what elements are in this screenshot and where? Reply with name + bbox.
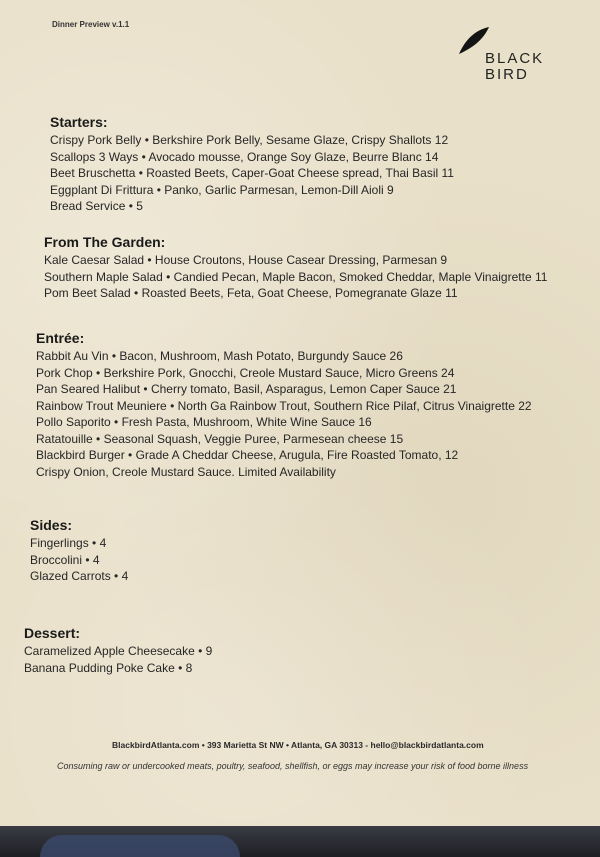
- logo-word-black: BLACK: [485, 50, 545, 67]
- menu-item: Pan Seared Halibut • Cherry tomato, Basil, Asparagus, Lemon Caper Sauce 21: [36, 382, 457, 396]
- section-title: Starters:: [50, 114, 108, 130]
- menu-item: Ratatouille • Seasonal Squash, Veggie Puree, Parmesean cheese 15: [36, 431, 404, 446]
- section-title: Dessert:: [24, 625, 81, 641]
- menu-item: Southern Maple Salad • Candied Pecan, Maple Bacon, Smoked Cheddar, Maple Vinaigrette 11: [44, 269, 548, 284]
- menu-item: Beet Bruschetta • Roasted Beets, Caper-Goat Cheese spread, Thai Basil 11: [50, 166, 454, 180]
- menu-item: Pollo Saporito • Fresh Pasta, Mushroom, White Wine Sauce 16: [36, 415, 372, 429]
- menu-item: Blackbird Burger • Grade A Cheddar Cheese, Arugula, Fire Roasted Tomato, 12: [36, 448, 459, 462]
- section-entree: [36, 330, 532, 480]
- blackbird-logo: [455, 26, 550, 86]
- section-dessert: [24, 625, 212, 676]
- footer-contact: BlackbirdAtlanta.com • 393 Marietta St NW • Atlanta, GA 30313 - hello@blackbirdatlanta.com: [112, 740, 484, 750]
- menu-item: Pork Chop • Berkshire Pork, Gnocchi, Creole Mustard Sauce, Micro Greens 24: [36, 365, 455, 380]
- menu-item: Rabbit Au Vin • Bacon, Mushroom, Mash Potato, Burgundy Sauce 26: [36, 349, 403, 363]
- menu-item: Kale Caesar Salad • House Croutons, House Casear Dressing, Parmesan 9: [44, 253, 448, 267]
- section-title: Sides:: [30, 517, 73, 533]
- menu-item: Banana Pudding Poke Cake • 8: [24, 660, 193, 675]
- sleeve-background: [40, 835, 240, 857]
- menu-item: Broccolini • 4: [30, 552, 100, 567]
- menu-item: Caramelized Apple Cheesecake • 9: [24, 644, 213, 658]
- section-garden: [44, 234, 547, 302]
- menu-item: Eggplant Di Frittura • Panko, Garlic Parmesan, Lemon-Dill Aioli 9: [50, 182, 394, 197]
- section-sides: [30, 517, 128, 585]
- menu-item: Glazed Carrots • 4: [30, 569, 129, 583]
- menu-item: Crispy Pork Belly • Berkshire Pork Belly, Sesame Glaze, Crispy Shallots 12: [50, 133, 449, 147]
- menu-item: Bread Service • 5: [50, 199, 143, 213]
- logo-word-bird: BIRD: [485, 66, 529, 83]
- section-title: From The Garden:: [44, 234, 166, 250]
- menu-item: Scallops 3 Ways • Avocado mousse, Orange Soy Glaze, Beurre Blanc 14: [50, 149, 439, 164]
- section-title: Entrée:: [36, 330, 85, 346]
- menu-item: Pom Beet Salad • Roasted Beets, Feta, Goat Cheese, Pomegranate Glaze 11: [44, 286, 458, 300]
- food-safety-disclaimer: Consuming raw or undercooked meats, poultry, seafood, shellfish, or eggs may increase your risk of food borne illness: [57, 761, 529, 771]
- menu-item: Rainbow Trout Meuniere • North Ga Rainbow Trout, Southern Rice Pilaf, Citrus Vinaigrette 22: [36, 398, 532, 413]
- menu-item: Crispy Onion, Creole Mustard Sauce. Limited Availability: [36, 464, 336, 479]
- section-starters: [50, 114, 454, 215]
- menu-item: Fingerlings • 4: [30, 536, 107, 550]
- menu-version: Dinner Preview v.1.1: [52, 20, 130, 29]
